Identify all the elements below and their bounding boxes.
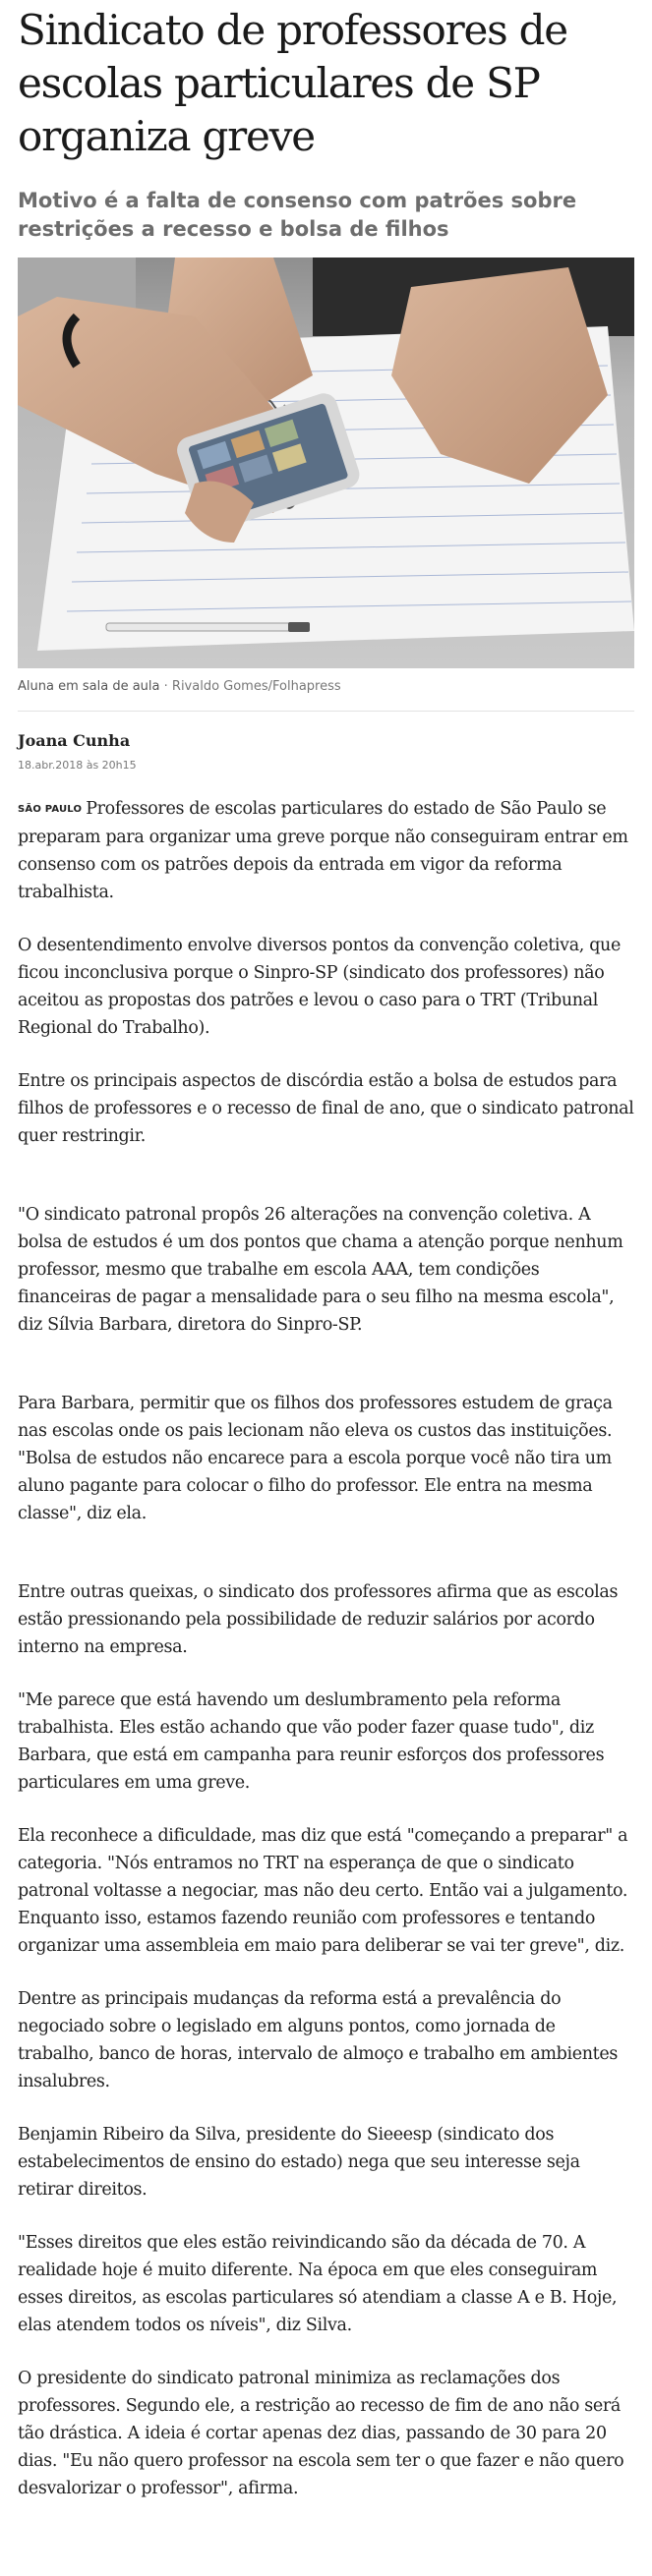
divider (18, 711, 634, 712)
paragraph: Dentre as principais mudanças da reforma está a prevalência do negociado sobre o legislado em alguns pontos, como jornada de trabalho, banco de horas, intervalo de almoço e trabalho em ambientes insalubres. (18, 1989, 618, 2091)
paragraph: Benjamin Ribeiro da Silva, presidente do Sieeesp (sindicato dos estabelecimentos de ensino do estado) nega que seu interesse seja retirar direitos. (18, 2125, 580, 2200)
publish-date: 18.abr.2018 às 20h15 (18, 759, 137, 772)
paragraph: "Me parece que está havendo um deslumbramento pela reforma trabalhista. Eles estão achando que vão poder fazer quase tudo", diz Barbara, que está em campanha para reunir esforços dos professores particulares em uma greve. (18, 1690, 605, 1793)
article-subheadline: Motivo é a falta de consenso com patrões sobre restrições a recesso e bolsa de filhos (18, 189, 577, 241)
article-photo (18, 258, 634, 668)
article-body (18, 795, 634, 2502)
author-name[interactable]: Joana Cunha (18, 731, 131, 750)
paragraph: SÃO PAULO Professores de escolas particulares do estado de São Paulo se preparam para organizar uma greve porque não conseguiram entrar em consenso com os patrões depois da entrada em vigor da reforma trabalhista. (18, 799, 628, 902)
paragraph: "Esses direitos que eles estão reivindicando são da década de 70. A realidade hoje é muito diferente. Na época em que eles conseguiram esses direitos, as escolas particulares só atendiam a classe A e B. Hoje, elas atendem todos os níveis", diz Silva. (18, 2233, 618, 2335)
dateline: SÃO PAULO (18, 804, 83, 815)
paragraph: Para Barbara, permitir que os filhos dos professores estudem de graça nas escolas onde os pais lecionam não eleva os custos das instituições. "Bolsa de estudos não encarece para a escola porque você não tira um aluno pagante para colocar o filho do professor. Ele entra na mesma classe", diz ela. (18, 1394, 613, 1523)
photo-caption-text: Aluna em sala de aula (18, 679, 160, 694)
paragraph: "O sindicato patronal propôs 26 alterações na convenção coletiva. A bolsa de estudos é um dos pontos que chama a atenção porque nenhum professor, mesmo que trabalhe em escola AAA, tem condições financeiras de pagar a mensalidade para o seu filho na mesma escola", diz Sílvia Barbara, diretora do Sinpro-SP. (18, 1205, 623, 1335)
article-page (0, 4, 652, 2502)
photo-credit: · Rivaldo Gomes/Folhapress (163, 679, 341, 694)
paragraph: Ela reconhece a dificuldade, mas diz que está "começando a preparar" a categoria. "Nós entramos no TRT na esperança de que o sindicato patronal voltasse a negociar, mas não deu certo. Então vai a julgamento. Enquanto isso, estamos fazendo reunião com professores e tentando organizar uma assembleia em maio para deliberar se vai ter greve", diz. (18, 1826, 628, 1956)
paragraph: O presidente do sindicato patronal minimiza as reclamações dos professores. Segundo ele, a restrição ao recesso de fim de ano não será tão drástica. A ideia é cortar apenas dez dias, passando de 30 para 20 dias. "Eu não quero professor na escola sem ter o que fazer e não quero desvalorizar o professor", afirma. (18, 2369, 624, 2498)
paragraph: Entre outras queixas, o sindicato dos professores afirma que as escolas estão pressionando pela possibilidade de reduzir salários por acordo interno na empresa. (18, 1582, 619, 1657)
photo-caption (18, 677, 634, 697)
paragraph: Entre os principais aspectos de discórdia estão a bolsa de estudos para filhos de professores e o recesso de final de ano, que o sindicato patronal quer restringir. (18, 1071, 634, 1146)
article-headline: Sindicato de professores de escolas particulares de SP organiza greve (18, 6, 567, 160)
paragraph: O desentendimento envolve diversos pontos da convenção coletiva, que ficou inconclusiva porque o Sinpro-SP (sindicato dos professores) não aceitou as propostas dos patrões e levou o caso para o TRT (Tribunal Regional do Trabalho). (18, 936, 621, 1038)
